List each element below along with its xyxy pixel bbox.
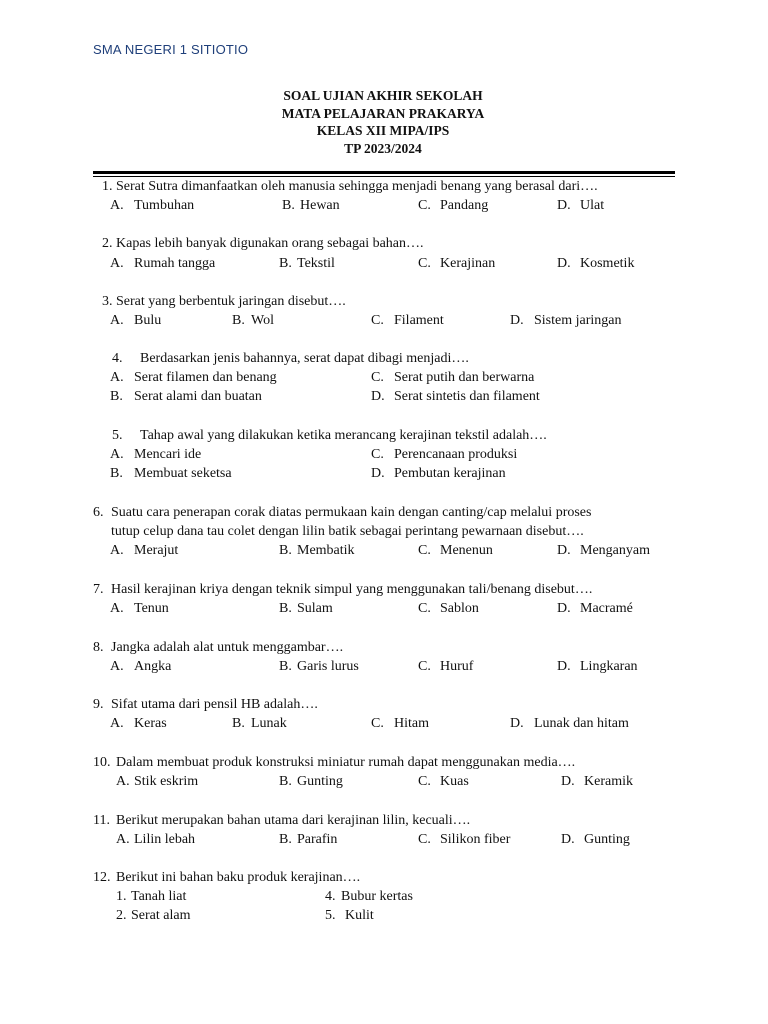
question-text-continued: tutup celup dana tau colet dengan lilin batik sebagai perintang pewarnaan disebut…. xyxy=(111,524,584,539)
option-letter: C. xyxy=(371,716,384,731)
question-text: Serat Sutra dimanfaatkan oleh manusia sehingga menjadi benang yang berasal dari…. xyxy=(116,179,598,194)
option-letter: D. xyxy=(371,466,385,481)
option-c: Huruf xyxy=(440,659,474,674)
option-d: Serat sintetis dan filament xyxy=(394,389,540,404)
option-c: Kerajinan xyxy=(440,256,496,271)
title-line-3: KELAS XII MIPA/IPS xyxy=(316,123,450,138)
item-number: 1. xyxy=(116,889,127,904)
option-letter: A. xyxy=(110,543,124,558)
option-letter: A. xyxy=(110,601,124,616)
option-letter: C. xyxy=(371,447,384,462)
option-d: Lunak dan hitam xyxy=(534,716,629,731)
question-number: 10. xyxy=(93,755,111,770)
option-letter: D. xyxy=(557,659,571,674)
option-letter: D. xyxy=(510,716,524,731)
option-letter: B. xyxy=(110,389,123,404)
item-text: Tanah liat xyxy=(131,889,187,904)
option-letter: D. xyxy=(557,601,571,616)
option-letter: D. xyxy=(557,198,571,213)
option-d: Kosmetik xyxy=(580,256,635,271)
option-c: Perencanaan produksi xyxy=(394,447,518,462)
item-text: Kulit xyxy=(345,908,374,923)
question-text: Berikut merupakan bahan utama dari kerajinan lilin, kecuali…. xyxy=(116,813,471,828)
option-d: Keramik xyxy=(584,774,633,789)
item-text: Serat alam xyxy=(131,908,191,923)
question-number: 9. xyxy=(93,697,104,712)
option-letter: B. xyxy=(279,832,292,847)
question-text: Jangka adalah alat untuk menggambar…. xyxy=(111,640,344,655)
option-a: Merajut xyxy=(134,543,179,558)
option-letter: B. xyxy=(232,716,245,731)
question-text: Berdasarkan jenis bahannya, serat dapat dibagi menjadi…. xyxy=(140,351,469,366)
question-number: 12. xyxy=(93,870,111,885)
option-d: Lingkaran xyxy=(580,659,638,674)
option-a: Keras xyxy=(134,716,167,731)
item-text: Bubur kertas xyxy=(341,889,413,904)
option-b: Serat alami dan buatan xyxy=(134,389,262,404)
option-letter: D. xyxy=(371,389,385,404)
option-c: Menenun xyxy=(440,543,493,558)
question-text: Kapas lebih banyak digunakan orang sebagai bahan…. xyxy=(116,236,424,251)
option-c: Pandang xyxy=(440,198,489,213)
option-letter: B. xyxy=(279,659,292,674)
option-letter: C. xyxy=(371,313,384,328)
question-number: 4. xyxy=(112,351,123,366)
option-b: Membatik xyxy=(297,543,355,558)
item-number: 4. xyxy=(325,889,336,904)
question-text: Berikut ini bahan baku produk kerajinan…. xyxy=(116,870,361,885)
option-b: Garis lurus xyxy=(297,659,359,674)
option-letter: A. xyxy=(110,370,124,385)
option-letter: A. xyxy=(110,313,124,328)
item-number: 5. xyxy=(325,908,336,923)
question-text: Dalam membuat produk konstruksi miniatur rumah dapat menggunakan media…. xyxy=(116,755,576,770)
option-c: Kuas xyxy=(440,774,469,789)
question-number: 2. xyxy=(102,236,113,251)
option-letter: D. xyxy=(510,313,524,328)
option-d: Menganyam xyxy=(580,543,650,558)
option-letter: A. xyxy=(110,256,124,271)
option-a: Stik eskrim xyxy=(134,774,199,789)
option-c: Sablon xyxy=(440,601,479,616)
option-d: Ulat xyxy=(580,198,605,213)
title-divider-thin xyxy=(93,176,675,177)
option-letter: D. xyxy=(557,256,571,271)
option-b: Hewan xyxy=(300,198,340,213)
option-letter: D. xyxy=(561,832,575,847)
option-b: Lunak xyxy=(251,716,287,731)
option-letter: A. xyxy=(116,832,130,847)
option-letter: C. xyxy=(371,370,384,385)
question-number: 7. xyxy=(93,582,104,597)
title-line-4: TP 2023/2024 xyxy=(344,140,422,156)
option-letter: B. xyxy=(232,313,245,328)
option-a: Lilin lebah xyxy=(134,832,196,847)
option-letter: C. xyxy=(418,601,431,616)
option-letter: D. xyxy=(557,543,571,558)
option-a: Tenun xyxy=(134,601,169,616)
option-a: Angka xyxy=(134,659,172,674)
question-number: 8. xyxy=(93,640,104,655)
option-d: Macramé xyxy=(580,601,633,616)
option-c: Filament xyxy=(394,313,444,328)
option-c: Serat putih dan berwarna xyxy=(394,370,535,385)
question-number: 6. xyxy=(93,505,104,520)
title-line-1: SOAL UJIAN AKHIR SEKOLAH xyxy=(283,88,483,103)
option-letter: A. xyxy=(110,447,124,462)
option-letter: A. xyxy=(110,659,124,674)
option-letter: A. xyxy=(110,198,124,213)
option-letter: A. xyxy=(116,774,130,789)
option-letter: C. xyxy=(418,198,431,213)
exam-title xyxy=(0,87,768,157)
question-number: 5. xyxy=(112,428,123,443)
option-b: Sulam xyxy=(297,601,333,616)
option-a: Serat filamen dan benang xyxy=(134,370,277,385)
question-number: 1. xyxy=(102,179,113,194)
option-letter: D. xyxy=(561,774,575,789)
option-letter: C. xyxy=(418,774,431,789)
option-letter: A. xyxy=(110,716,124,731)
option-b: Tekstil xyxy=(297,256,335,271)
title-line-2: MATA PELAJARAN PRAKARYA xyxy=(281,105,485,121)
title-divider-thick xyxy=(93,171,675,174)
option-letter: C. xyxy=(418,256,431,271)
option-letter: B. xyxy=(279,774,292,789)
option-b: Wol xyxy=(251,313,274,328)
question-number: 3. xyxy=(102,294,113,309)
question-text: Tahap awal yang dilakukan ketika merancang kerajinan tekstil adalah…. xyxy=(140,428,547,443)
option-d: Pembutan kerajinan xyxy=(394,466,506,481)
question-text: Suatu cara penerapan corak diatas permukaan kain dengan canting/cap melalui proses xyxy=(111,505,592,520)
option-letter: C. xyxy=(418,659,431,674)
option-letter: B. xyxy=(279,601,292,616)
question-text: Serat yang berbentuk jaringan disebut…. xyxy=(116,294,346,309)
option-letter: B. xyxy=(279,543,292,558)
option-letter: C. xyxy=(418,543,431,558)
question-text: Sifat utama dari pensil HB adalah…. xyxy=(111,697,318,712)
option-letter: C. xyxy=(418,832,431,847)
question-number: 11. xyxy=(93,813,110,828)
option-c: Silikon fiber xyxy=(440,832,511,847)
option-b: Gunting xyxy=(297,774,343,789)
item-number: 2. xyxy=(116,908,127,923)
option-a: Tumbuhan xyxy=(134,198,195,213)
question-text: Hasil kerajinan kriya dengan teknik simpul yang menggunakan tali/benang disebut…. xyxy=(111,582,593,597)
option-letter: B. xyxy=(282,198,295,213)
option-b: Membuat seketsa xyxy=(134,466,232,481)
option-a: Mencari ide xyxy=(134,447,202,462)
option-a: Rumah tangga xyxy=(134,256,216,271)
option-c: Hitam xyxy=(394,716,429,731)
option-d: Gunting xyxy=(584,832,630,847)
school-header: SMA NEGERI 1 SITIOTIO xyxy=(93,42,249,57)
option-letter: B. xyxy=(110,466,123,481)
option-a: Bulu xyxy=(134,313,162,328)
option-letter: B. xyxy=(279,256,292,271)
option-b: Parafin xyxy=(297,832,338,847)
option-d: Sistem jaringan xyxy=(534,313,622,328)
